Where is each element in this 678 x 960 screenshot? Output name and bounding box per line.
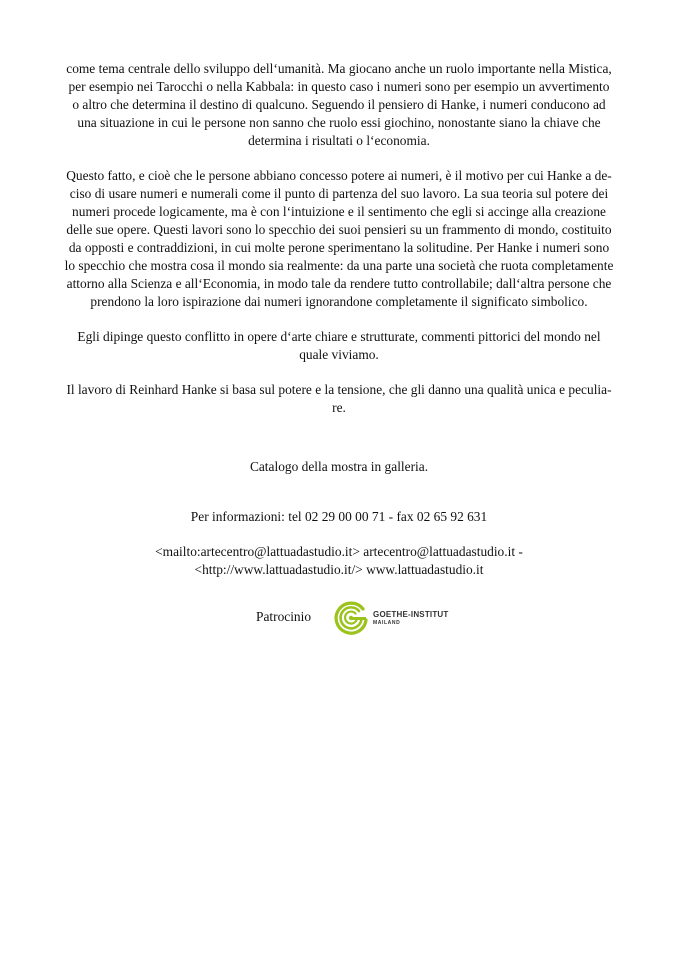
- body-text: [56, 60, 622, 434]
- website-link[interactable]: <http://www.lattuadastudio.it/> www.lattuadastudio.it: [194, 562, 484, 577]
- text-line: determina i risultati o l‘economia.: [248, 133, 430, 148]
- text-line: per esempio nei Tarocchi o nella Kabbala: in questo caso i numeri sono per esempio un avvertimento: [68, 79, 610, 94]
- text-line: da opposti e contraddizioni, in cui molte perone sperimentano la solitudine. Per Hanke i numeri sono: [68, 240, 610, 255]
- paragraph-1: [56, 60, 622, 150]
- paragraph-4: [56, 381, 622, 417]
- text-line: Il lavoro di Reinhard Hanke si basa sul potere e la tensione, che gli danno una qualità unica e peculia-: [66, 382, 612, 397]
- text-line: quale viviamo.: [299, 347, 379, 362]
- text-line: come tema centrale dello sviluppo dell‘umanità. Ma giocano anche un ruolo importante nella Mistica,: [66, 61, 612, 76]
- text-line: attorno alla Scienza e all‘Economia, in modo tale da rendere tutto controllabile; dall‘altra persone che: [66, 276, 612, 291]
- text-line: delle sue opere. Questi lavori sono lo specchio dei suoi pensieri su un frammento di mondo, costituito: [66, 222, 612, 237]
- paragraph-2: [56, 167, 622, 311]
- contact-links: [56, 543, 622, 579]
- text-line: numeri procede logicamente, ma è con l‘intuizione e il sentimento che egli si accinge alla creazione: [72, 204, 606, 219]
- catalog-note: Catalogo della mostra in galleria.: [249, 459, 429, 474]
- text-line: prendono la loro ispirazione dai numeri ignorandone completamente il significato simbolico.: [90, 294, 588, 309]
- sponsor-label: Patrocinio: [256, 609, 312, 624]
- text-line: Questo fatto, e cioè che le persone abbiano concesso potere ai numeri, è il motivo per cui Hanke a de-: [66, 168, 612, 183]
- text-line: ciso di usare numeri e numerali come il punto di partenza del suo lavoro. La sua teoria sul potere dei: [69, 186, 609, 201]
- text-line: re.: [332, 400, 346, 415]
- goethe-institut-logo: [333, 600, 448, 636]
- paragraph-3: [56, 328, 622, 364]
- text-line: o altro che determina il destino di qualcuno. Seguendo il pensiero di Hanke, i numeri conducono ad: [72, 97, 606, 112]
- goethe-logo-icon: [333, 600, 369, 636]
- sponsor-row: [256, 598, 449, 638]
- logo-city: MAILAND: [373, 619, 401, 626]
- text-line: lo specchio che mostra cosa il mondo sia realmente: da una parte una società che ruota completamente: [64, 258, 614, 273]
- text-line: Egli dipinge questo conflitto in opere d‘arte chiare e strutturate, commenti pittorici del mondo nel: [77, 329, 601, 344]
- text-line: una situazione in cui le persone non sanno che ruolo essi giochino, nonostante siano la chiave che: [77, 115, 601, 130]
- logo-name: GOETHE-INSTITUT: [373, 609, 449, 619]
- email-link[interactable]: <mailto:artecentro@lattuadastudio.it> artecentro@lattuadastudio.it -: [155, 544, 523, 559]
- contact-info: Per informazioni: tel 02 29 00 00 71 - fax 02 65 92 631: [190, 509, 488, 524]
